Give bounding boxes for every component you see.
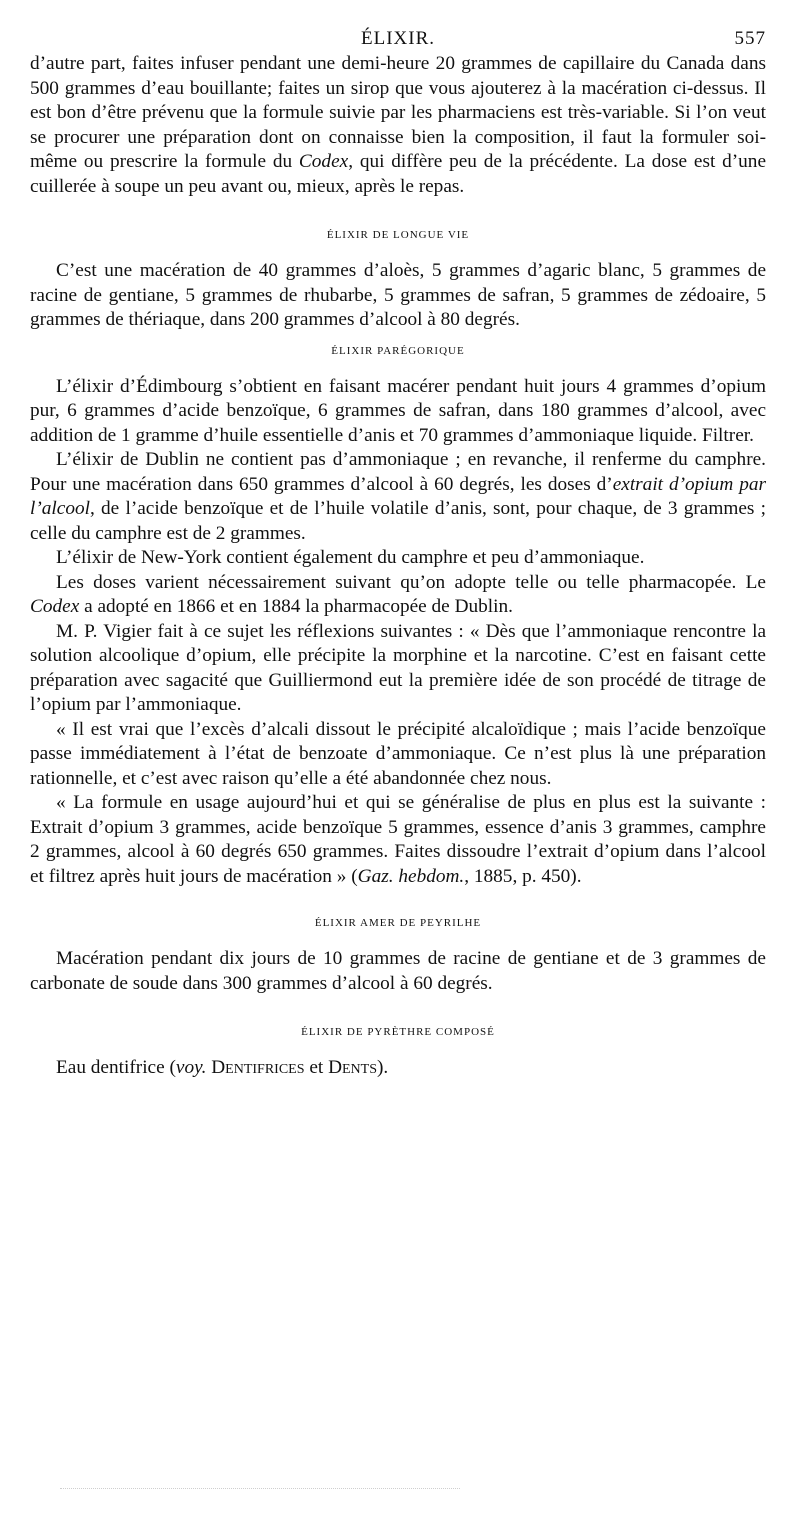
paragraph-vigier: M. P. Vigier fait à ce sujet les réflexions suivantes : « Dès que l’ammoniaque rencontre la solution alcoolique d’opium, elle précipite la morphine et la narcotine. C’est en faisant cette préparation avec sagacité que Guilliermond eut la première idée de son procédé de titrage de l’opium par l’ammoniaque. bbox=[30, 620, 766, 715]
paragraph-alcali: « Il est vrai que l’excès d’alcali dissout le précipité alcaloïdique ; mais l’acide benzoïque passe immédiatement à l’état de benzoate d’ammoniaque. Ce n’est plus là une préparation rationnelle, et c’est avec raison qu’elle a été abandonnée chez nous. bbox=[30, 718, 766, 789]
section-heading-peyrilhe: ÉLIXIR AMER DE PEYRILHE bbox=[314, 917, 482, 929]
paragraph-doses: Les doses varient nécessairement suivant qu’on adopte telle ou telle pharmacopée. Le Codex a adopté en 1866 et en 1884 la pharmacopée de Dublin. bbox=[30, 571, 766, 617]
paragraph-longue-vie: C’est une macération de 40 grammes d’aloès, 5 grammes d’agaric blanc, 5 grammes de racine de gentiane, 5 grammes de rhubarbe, 5 grammes de safran, 5 grammes de zédoaire, 5 grammes de thériaque, dans 200 grammes d’alcool à 80 degrés. bbox=[30, 260, 766, 330]
section-heading-longue-vie: ÉLIXIR DE LONGUE VIE bbox=[326, 229, 470, 241]
section-heading-paregorique: ÉLIXIR PARÉGORIQUE bbox=[331, 344, 465, 357]
paragraph-new-york: L’élixir de New-York contient également du camphre et peu d’ammoniaque. bbox=[56, 547, 645, 568]
paragraph-formule: « La formule en usage aujourd’hui et qui se généralise de plus en plus est la suivante : Extrait d’opium 3 grammes, acide benzoïque 5 grammes, essence d’anis 3 grammes, camphre 2 grammes, alcool à 60 degrés 650 grammes. Faites dissoudre l’extrait d’opium dans l’alcool et filtrez après huit jours de macération » (Gaz. hebdom., 1885, p. 450). bbox=[30, 792, 766, 887]
page-header-title: ÉLIXIR. bbox=[360, 28, 435, 49]
paragraph-dublin: L’élixir de Dublin ne contient pas d’ammoniaque ; en revanche, il renferme du camphre. Pour une macération dans 650 grammes d’alcool à 60 degrés, les doses d’extrait d’opium par l’alcool, de l’acide benzoïque et de l’huile volatile d’anis, sont, pour chaque, de 3 grammes ; celle du camphre est de 2 grammes. bbox=[30, 449, 766, 544]
paragraph-continued: d’autre part, faites infuser pendant une demi-heure 20 grammes de capillaire du Canada dans 500 grammes d’eau bouillante; faites un sirop que vous ajouterez à la macération ci-dessus. Il est bon d’être prévenu que la formule suivie par les pharmaciens est très-variable. Si l’on veut se procurer une préparation dont on connaisse bien la composition, il faut la formuler soi-même ou prescrire la formule du Codex, qui diffère peu de la précédente. La dose est d’une cuillerée à soupe un peu avant ou, mieux, après le repas. bbox=[30, 53, 767, 197]
cross-reference-dentifrices: Dentifrices bbox=[206, 1057, 305, 1078]
section-heading-pyrethre: ÉLIXIR DE PYRÈTHRE COMPOSÉ bbox=[301, 1026, 495, 1038]
page-number: 557 bbox=[734, 28, 766, 49]
running-head bbox=[30, 28, 766, 52]
paragraph-peyrilhe: Macération pendant dix jours de 10 grammes de racine de gentiane et de 3 grammes de carbonate de soude dans 300 grammes d’alcool à 60 degrés. bbox=[30, 948, 766, 994]
faint-show-through bbox=[60, 1488, 460, 1495]
paragraph-pyrethre: Eau dentifrice (voy. Dentifrices et Dents). bbox=[56, 1057, 389, 1078]
cross-reference-dents: Dents bbox=[328, 1057, 378, 1078]
document-page bbox=[30, 28, 766, 1081]
paragraph-edimbourg: L’élixir d’Édimbourg s’obtient en faisant macérer pendant huit jours 4 grammes d’opium pur, 6 grammes d’acide benzoïque, 6 grammes de safran, dans 180 grammes d’alcool, avec addition de 1 gramme d’huile essentielle d’anis et 70 grammes d’ammoniaque liquide. Filtrer. bbox=[30, 375, 766, 446]
